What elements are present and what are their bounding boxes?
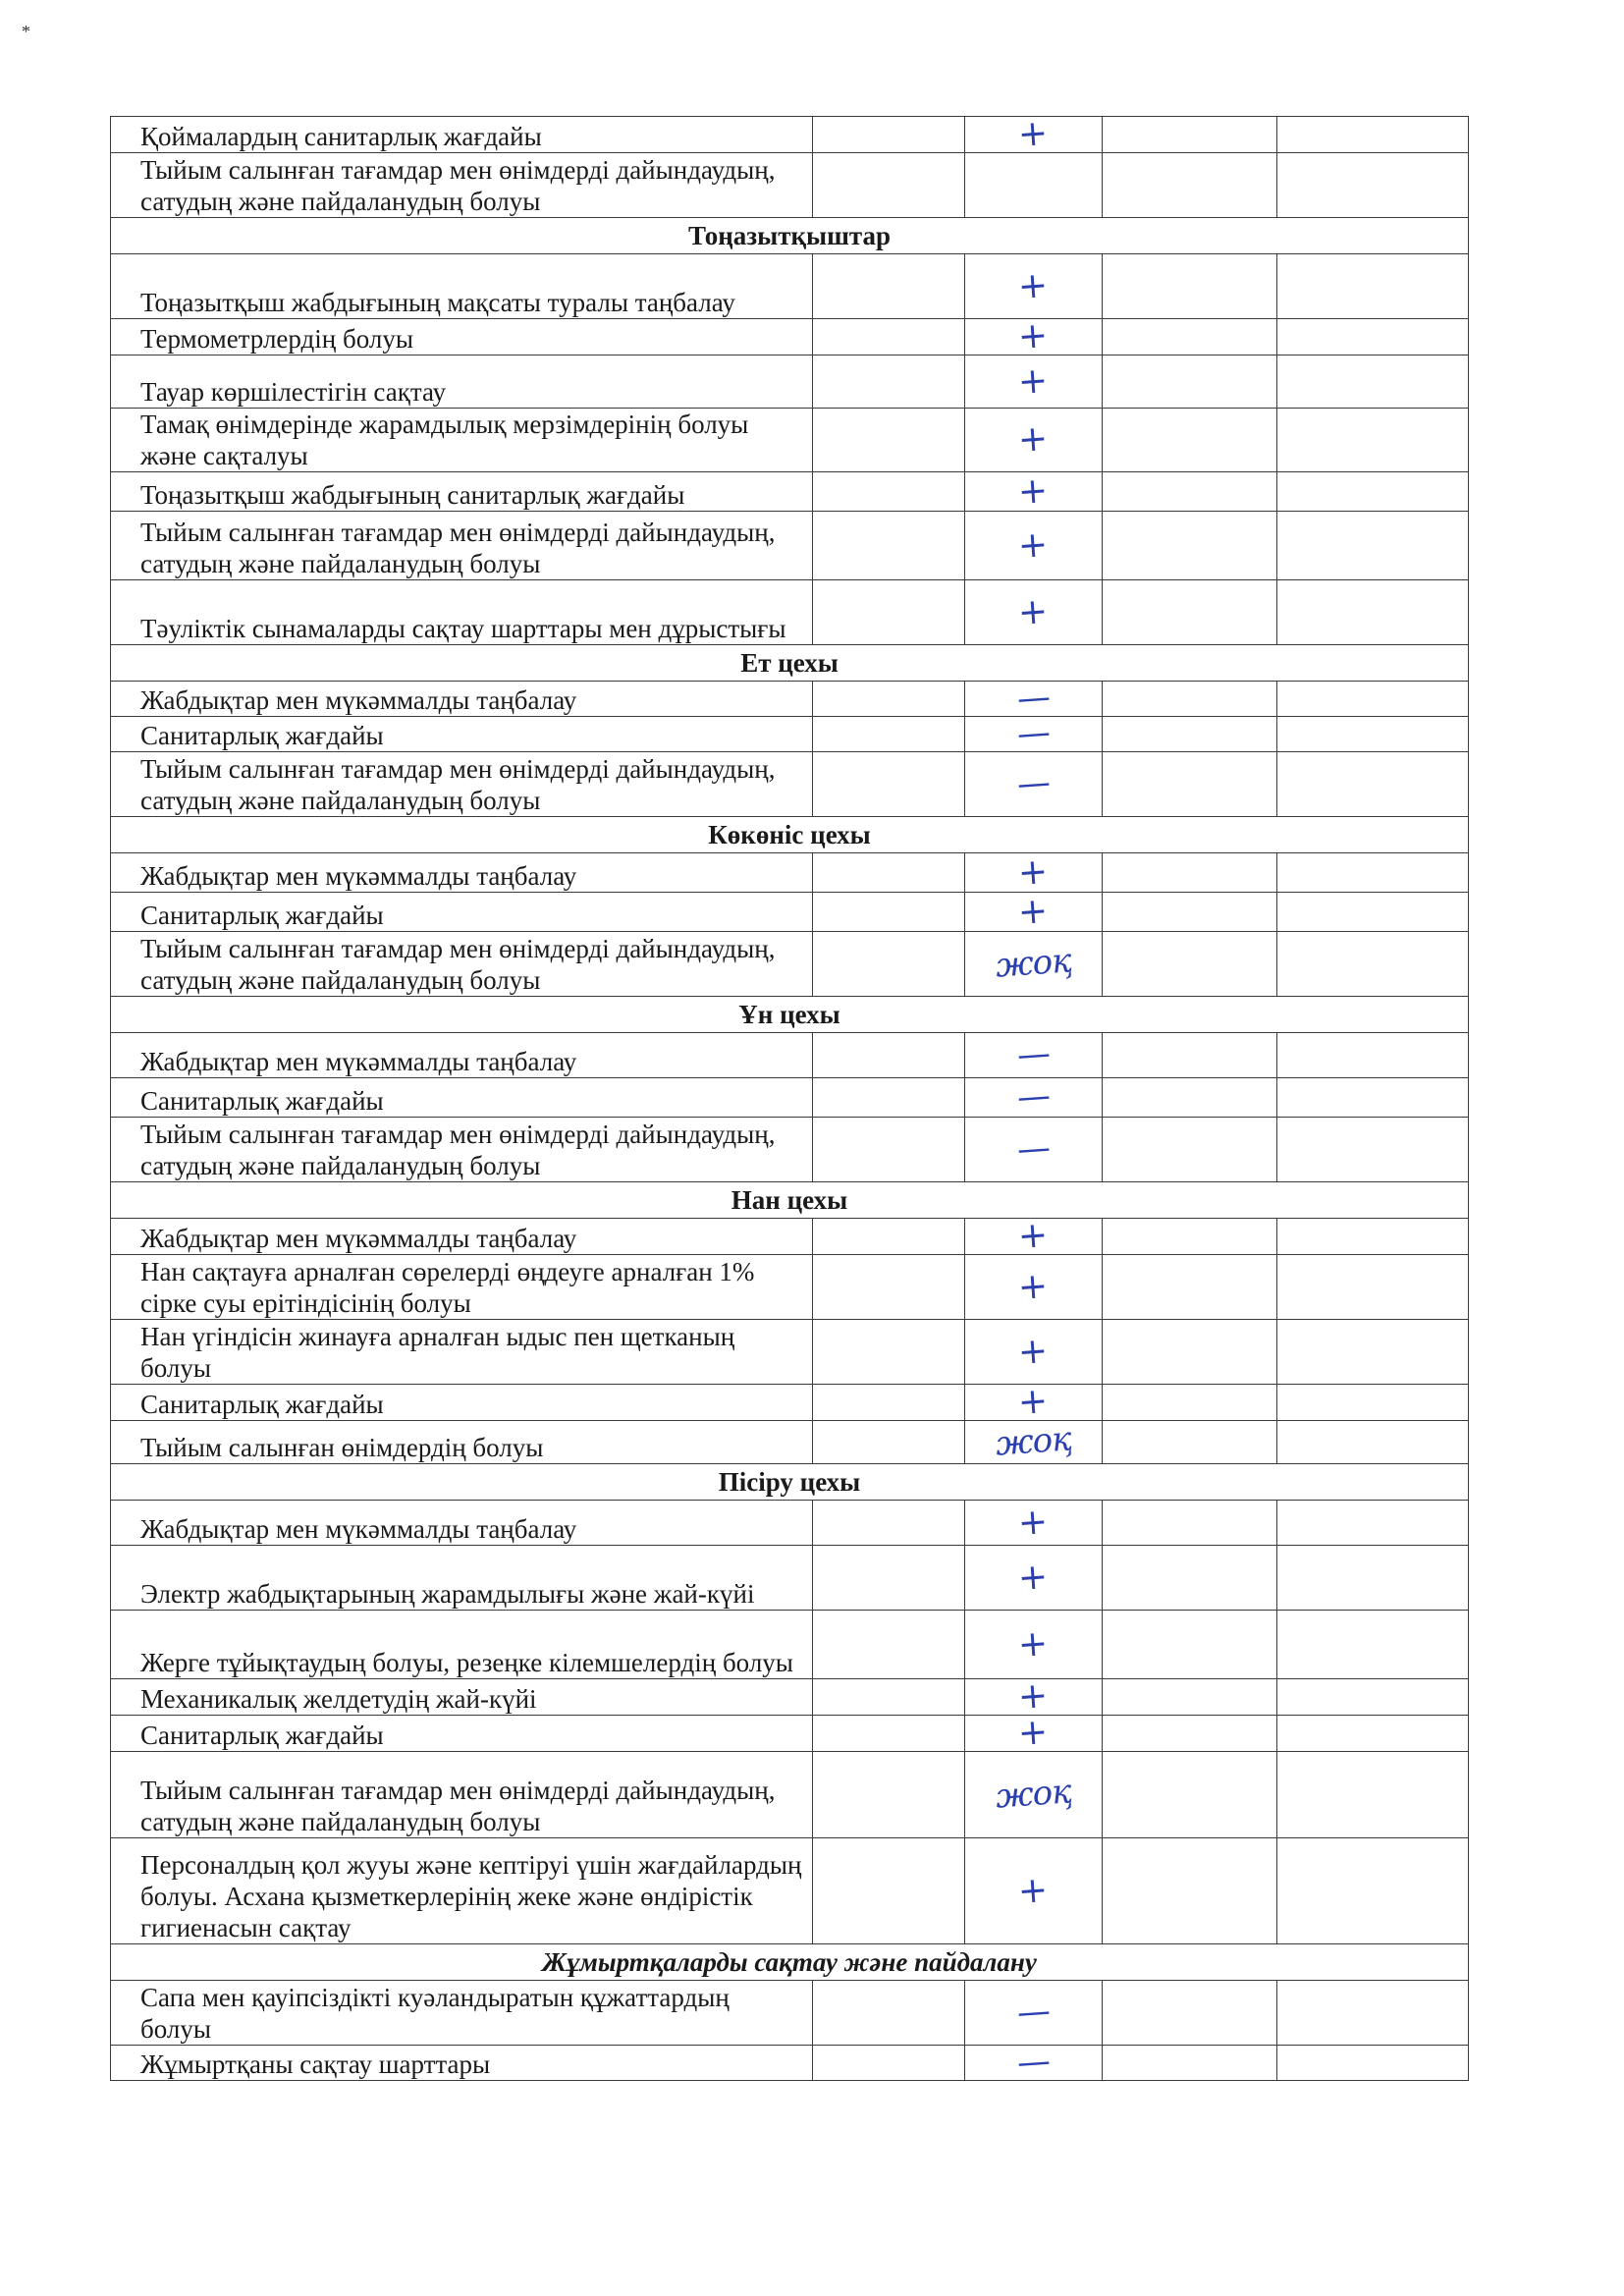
mark-cell xyxy=(965,112,1103,156)
empty-cell xyxy=(1277,1752,1469,1838)
criterion-text: Жабдықтар мен мүкәммалды таңбалау xyxy=(111,682,813,717)
criterion-text: Санитарлық жағдайы xyxy=(111,1385,813,1421)
empty-cell xyxy=(1103,472,1277,512)
empty-cell xyxy=(813,853,965,893)
empty-cell xyxy=(813,319,965,355)
scan-speck: * xyxy=(22,22,30,41)
criterion-text: Тоңазытқыш жабдығының санитарлық жағдайы xyxy=(111,472,813,512)
section-header-row xyxy=(111,1182,1469,1219)
criterion-text: Тыйым салынған тағамдар мен өнімдерді дайындаудың, сатудың және пайдаланудың болуы xyxy=(111,1118,813,1182)
handwritten-mark: + xyxy=(1016,417,1050,462)
checklist-row xyxy=(111,1838,1469,1944)
section-title: Ұн цехы xyxy=(111,997,1469,1033)
handwritten-mark: — xyxy=(1015,677,1052,720)
criterion-text: Тыйым салынған тағамдар мен өнімдерді дайындаудың, сатудың және пайдаланудың болуы xyxy=(111,932,813,997)
criterion-text: Тыйым салынған тағамдар мен өнімдерді дайындаудың, сатудың және пайдаланудың болуы xyxy=(111,752,813,817)
empty-cell xyxy=(1103,1838,1277,1944)
empty-cell xyxy=(813,117,965,153)
empty-cell xyxy=(813,1546,965,1611)
checklist-row xyxy=(111,1716,1469,1752)
mark-cell xyxy=(965,712,1103,755)
handwritten-mark: + xyxy=(1016,590,1050,633)
handwritten-mark: + xyxy=(1016,1711,1050,1755)
empty-cell xyxy=(1103,1118,1277,1182)
checklist-row xyxy=(111,1546,1469,1611)
empty-cell xyxy=(813,932,965,997)
handwritten-mark: + xyxy=(1016,1622,1050,1666)
handwritten-mark: жоқ xyxy=(994,1772,1073,1817)
empty-cell xyxy=(1103,1611,1277,1679)
mark-cell xyxy=(965,512,1103,580)
checklist-row xyxy=(111,153,1469,218)
mark-cell xyxy=(965,409,1103,472)
empty-cell xyxy=(1103,153,1277,218)
handwritten-mark: + xyxy=(1016,314,1050,358)
empty-cell xyxy=(1277,153,1469,218)
criterion-text: Қоймалардың санитарлық жағдайы xyxy=(111,117,813,153)
handwritten-mark: + xyxy=(1016,1380,1050,1424)
checklist-row xyxy=(111,319,1469,355)
criterion-text: Тыйым салынған тағамдар мен өнімдерді дайындаудың, сатудың және пайдаланудың болуы xyxy=(111,1752,813,1838)
empty-cell xyxy=(1103,1421,1277,1464)
checklist-row xyxy=(111,355,1469,409)
empty-cell xyxy=(813,254,965,319)
empty-cell xyxy=(1103,893,1277,932)
empty-cell xyxy=(1277,932,1469,997)
empty-cell xyxy=(1103,409,1277,472)
empty-cell xyxy=(1277,1838,1469,1944)
section-title: Нан цехы xyxy=(111,1182,1469,1219)
empty-cell xyxy=(1103,2046,1277,2081)
empty-cell xyxy=(1103,580,1277,645)
checklist-row xyxy=(111,893,1469,932)
empty-cell xyxy=(1103,1752,1277,1838)
empty-cell xyxy=(1103,512,1277,580)
empty-cell xyxy=(813,1255,965,1320)
criterion-text: Персоналдың қол жууы және кептіруі үшін жағдайлардың болуы. Асхана қызметкерлерінің жеке және өндірістік гигиенасын сақтау xyxy=(111,1838,813,1944)
empty-cell xyxy=(1277,1501,1469,1546)
checklist-row xyxy=(111,1752,1469,1838)
checklist-row xyxy=(111,1078,1469,1118)
checklist-row xyxy=(111,472,1469,512)
empty-cell xyxy=(813,472,965,512)
checklist-row xyxy=(111,409,1469,472)
criterion-text: Тыйым салынған тағамдар мен өнімдерді дайындаудың, сатудың және пайдаланудың болуы xyxy=(111,512,813,580)
criterion-text: Механикалық желдетудің жай-күйі xyxy=(111,1679,813,1716)
criterion-text: Термометрлердің болуы xyxy=(111,319,813,355)
handwritten-mark: — xyxy=(1015,712,1052,755)
mark-cell xyxy=(965,1611,1103,1679)
criterion-text: Электр жабдықтарының жарамдылығы және жай-күйі xyxy=(111,1546,813,1611)
checklist-table xyxy=(110,112,1469,2084)
mark-cell xyxy=(965,2041,1103,2084)
empty-cell xyxy=(1277,1385,1469,1421)
mark-cell xyxy=(965,1033,1103,1078)
empty-cell xyxy=(1277,717,1469,752)
empty-cell xyxy=(813,1501,965,1546)
empty-cell xyxy=(813,1118,965,1182)
criterion-text: Тоңазытқыш жабдығының мақсаты туралы таңбалау xyxy=(111,254,813,319)
empty-cell xyxy=(1277,319,1469,355)
empty-cell xyxy=(1103,717,1277,752)
empty-cell xyxy=(1277,1219,1469,1255)
section-header-row xyxy=(111,817,1469,853)
handwritten-mark: + xyxy=(1016,469,1050,513)
handwritten-mark: + xyxy=(1016,890,1050,933)
criterion-text: Санитарлық жағдайы xyxy=(111,1716,813,1752)
empty-cell xyxy=(1103,1716,1277,1752)
checklist-body xyxy=(111,112,1469,2084)
mark-cell xyxy=(965,1501,1103,1546)
mark-cell xyxy=(965,1380,1103,1424)
empty-cell xyxy=(1103,1320,1277,1385)
mark-cell xyxy=(965,1981,1103,2046)
checklist-row xyxy=(111,580,1469,645)
mark-cell xyxy=(965,1214,1103,1258)
criterion-text: Жұмыртқаны сақтау шарттары xyxy=(111,2046,813,2081)
empty-cell xyxy=(813,1679,965,1716)
empty-cell xyxy=(813,1320,965,1385)
empty-cell xyxy=(1277,1033,1469,1078)
handwritten-mark: — xyxy=(1015,1991,1052,2034)
handwritten-mark: + xyxy=(1016,523,1050,567)
empty-cell xyxy=(813,682,965,717)
empty-cell xyxy=(1277,409,1469,472)
mark-cell xyxy=(965,1674,1103,1719)
empty-cell xyxy=(1277,1679,1469,1716)
empty-cell xyxy=(813,1421,965,1464)
empty-cell xyxy=(1277,1078,1469,1118)
empty-cell xyxy=(1277,1611,1469,1679)
section-title: Көкөніс цехы xyxy=(111,817,1469,853)
checklist-row xyxy=(111,1385,1469,1421)
handwritten-mark: — xyxy=(1015,762,1052,805)
mark-cell xyxy=(965,469,1103,513)
mark-cell xyxy=(965,1838,1103,1944)
mark-cell xyxy=(965,153,1103,218)
checklist-row xyxy=(111,1611,1469,1679)
empty-cell xyxy=(1277,472,1469,512)
criterion-text: Тыйым салынған тағамдар мен өнімдерді дайындаудың, сатудың және пайдаланудың болуы xyxy=(111,153,813,218)
empty-cell xyxy=(1277,1981,1469,2046)
section-header-row xyxy=(111,997,1469,1033)
empty-cell xyxy=(1103,1546,1277,1611)
empty-cell xyxy=(813,1611,965,1679)
empty-cell xyxy=(813,893,965,932)
criterion-text: Тыйым салынған өнімдердің болуы xyxy=(111,1421,813,1464)
empty-cell xyxy=(1103,1981,1277,2046)
handwritten-mark: + xyxy=(1016,1869,1050,1912)
checklist-row xyxy=(111,1033,1469,1078)
empty-cell xyxy=(1277,117,1469,153)
criterion-text: Тәуліктік сынамаларды сақтау шарттары мен дұрыстығы xyxy=(111,580,813,645)
handwritten-mark: — xyxy=(1015,1033,1052,1076)
mark-cell xyxy=(965,580,1103,645)
checklist-row xyxy=(111,1219,1469,1255)
checklist-row xyxy=(111,853,1469,893)
criterion-text: Тамақ өнімдерінде жарамдылық мерзімдерінің болуы және сақталуы xyxy=(111,409,813,472)
empty-cell xyxy=(813,1219,965,1255)
empty-cell xyxy=(1103,1679,1277,1716)
criterion-text: Жабдықтар мен мүкәммалды таңбалау xyxy=(111,853,813,893)
criterion-text: Жерге тұйықтаудың болуы, резеңке кілемшелердің болуы xyxy=(111,1611,813,1679)
handwritten-mark: — xyxy=(1015,2041,1052,2084)
empty-cell xyxy=(813,717,965,752)
mark-cell xyxy=(965,1546,1103,1611)
empty-cell xyxy=(1277,893,1469,932)
empty-cell xyxy=(1277,1255,1469,1320)
empty-cell xyxy=(1103,1033,1277,1078)
criterion-text: Нан үгіндісін жинауға арналған ыдыс пен щетканың болуы xyxy=(111,1320,813,1385)
section-title: Жұмыртқаларды сақтау және пайдалану xyxy=(111,1944,1469,1981)
mark-cell xyxy=(965,1320,1103,1385)
empty-cell xyxy=(1277,1421,1469,1464)
mark-cell xyxy=(965,254,1103,319)
empty-cell xyxy=(1277,355,1469,409)
mark-cell xyxy=(965,1075,1103,1119)
checklist-row xyxy=(111,1421,1469,1464)
checklist-row xyxy=(111,254,1469,319)
section-title: Пісіру цехы xyxy=(111,1464,1469,1501)
checklist-row xyxy=(111,512,1469,580)
empty-cell xyxy=(813,1838,965,1944)
empty-cell xyxy=(1103,1078,1277,1118)
checklist-row xyxy=(111,1320,1469,1385)
criterion-text: Жабдықтар мен мүкәммалды таңбалау xyxy=(111,1033,813,1078)
criterion-text: Жабдықтар мен мүкәммалды таңбалау xyxy=(111,1501,813,1546)
checklist-row xyxy=(111,1255,1469,1320)
handwritten-mark: + xyxy=(1016,1501,1050,1544)
empty-cell xyxy=(1277,254,1469,319)
empty-cell xyxy=(813,1078,965,1118)
empty-cell xyxy=(1277,752,1469,817)
empty-cell xyxy=(1103,1255,1277,1320)
empty-cell xyxy=(1277,853,1469,893)
empty-cell xyxy=(813,1385,965,1421)
empty-cell xyxy=(813,1752,965,1838)
mark-cell xyxy=(965,850,1103,894)
checklist-row xyxy=(111,717,1469,752)
mark-cell xyxy=(965,1255,1103,1320)
handwritten-mark: + xyxy=(1016,1330,1050,1373)
empty-cell xyxy=(813,580,965,645)
handwritten-mark: жоқ xyxy=(994,1419,1073,1464)
handwritten-mark: + xyxy=(1016,850,1050,894)
empty-cell xyxy=(1103,932,1277,997)
mark-cell xyxy=(965,1118,1103,1182)
empty-cell xyxy=(1103,319,1277,355)
mark-cell xyxy=(965,890,1103,933)
empty-cell xyxy=(1103,1385,1277,1421)
section-title: Ет цехы xyxy=(111,645,1469,682)
mark-cell xyxy=(965,355,1103,409)
handwritten-mark: + xyxy=(1016,1265,1050,1308)
checklist-row xyxy=(111,1501,1469,1546)
empty-cell xyxy=(813,355,965,409)
empty-cell xyxy=(813,153,965,218)
criterion-text: Жабдықтар мен мүкәммалды таңбалау xyxy=(111,1219,813,1255)
empty-cell xyxy=(1103,682,1277,717)
empty-cell xyxy=(1277,512,1469,580)
section-header-row xyxy=(111,1944,1469,1981)
empty-cell xyxy=(1277,1320,1469,1385)
handwritten-mark: — xyxy=(1015,1127,1052,1171)
mark-cell xyxy=(965,677,1103,720)
mark-cell xyxy=(965,1421,1103,1464)
empty-cell xyxy=(813,1033,965,1078)
section-header-row xyxy=(111,218,1469,254)
empty-cell xyxy=(1103,254,1277,319)
mark-cell xyxy=(965,314,1103,358)
criterion-text: Санитарлық жағдайы xyxy=(111,1078,813,1118)
checklist-row xyxy=(111,752,1469,817)
empty-cell xyxy=(1277,1546,1469,1611)
handwritten-mark: + xyxy=(1016,112,1050,156)
handwritten-mark: + xyxy=(1016,264,1050,307)
empty-cell xyxy=(813,409,965,472)
handwritten-mark: жоқ xyxy=(994,941,1073,986)
mark-cell xyxy=(965,1711,1103,1755)
handwritten-mark: + xyxy=(1016,359,1050,403)
empty-cell xyxy=(813,2046,965,2081)
criterion-text: Санитарлық жағдайы xyxy=(111,717,813,752)
checklist-row xyxy=(111,117,1469,153)
empty-cell xyxy=(1277,2046,1469,2081)
empty-cell xyxy=(813,1716,965,1752)
empty-cell xyxy=(1103,752,1277,817)
empty-cell xyxy=(1277,580,1469,645)
handwritten-mark: + xyxy=(1016,1556,1050,1599)
empty-cell xyxy=(813,752,965,817)
section-title: Тоңазытқыштар xyxy=(111,218,1469,254)
criterion-text: Нан сақтауға арналған сөрелерді өңдеуге арналған 1% сірке суы ерітіндісінің болуы xyxy=(111,1255,813,1320)
empty-cell xyxy=(1277,1118,1469,1182)
criterion-text: Тауар көршілестігін сақтау xyxy=(111,355,813,409)
section-header-row xyxy=(111,645,1469,682)
mark-cell xyxy=(965,932,1103,997)
checklist-row xyxy=(111,2046,1469,2081)
checklist-row xyxy=(111,1679,1469,1716)
empty-cell xyxy=(813,512,965,580)
empty-cell xyxy=(1103,853,1277,893)
empty-cell xyxy=(813,1981,965,2046)
mark-cell xyxy=(965,752,1103,817)
section-header-row xyxy=(111,1464,1469,1501)
mark-cell xyxy=(965,1752,1103,1838)
checklist-row xyxy=(111,1981,1469,2046)
empty-cell xyxy=(1277,1716,1469,1752)
handwritten-mark: + xyxy=(1016,1674,1050,1719)
criterion-text: Санитарлық жағдайы xyxy=(111,893,813,932)
checklist-row xyxy=(111,682,1469,717)
empty-cell xyxy=(1103,355,1277,409)
handwritten-mark: + xyxy=(1016,1214,1050,1258)
checklist-row xyxy=(111,932,1469,997)
empty-cell xyxy=(1103,1501,1277,1546)
empty-cell xyxy=(1103,1219,1277,1255)
checklist-row xyxy=(111,1118,1469,1182)
empty-cell xyxy=(1103,117,1277,153)
empty-cell xyxy=(1277,682,1469,717)
handwritten-mark: — xyxy=(1015,1075,1052,1119)
criterion-text: Сапа мен қауіпсіздікті куәландыратын құжаттардың болуы xyxy=(111,1981,813,2046)
